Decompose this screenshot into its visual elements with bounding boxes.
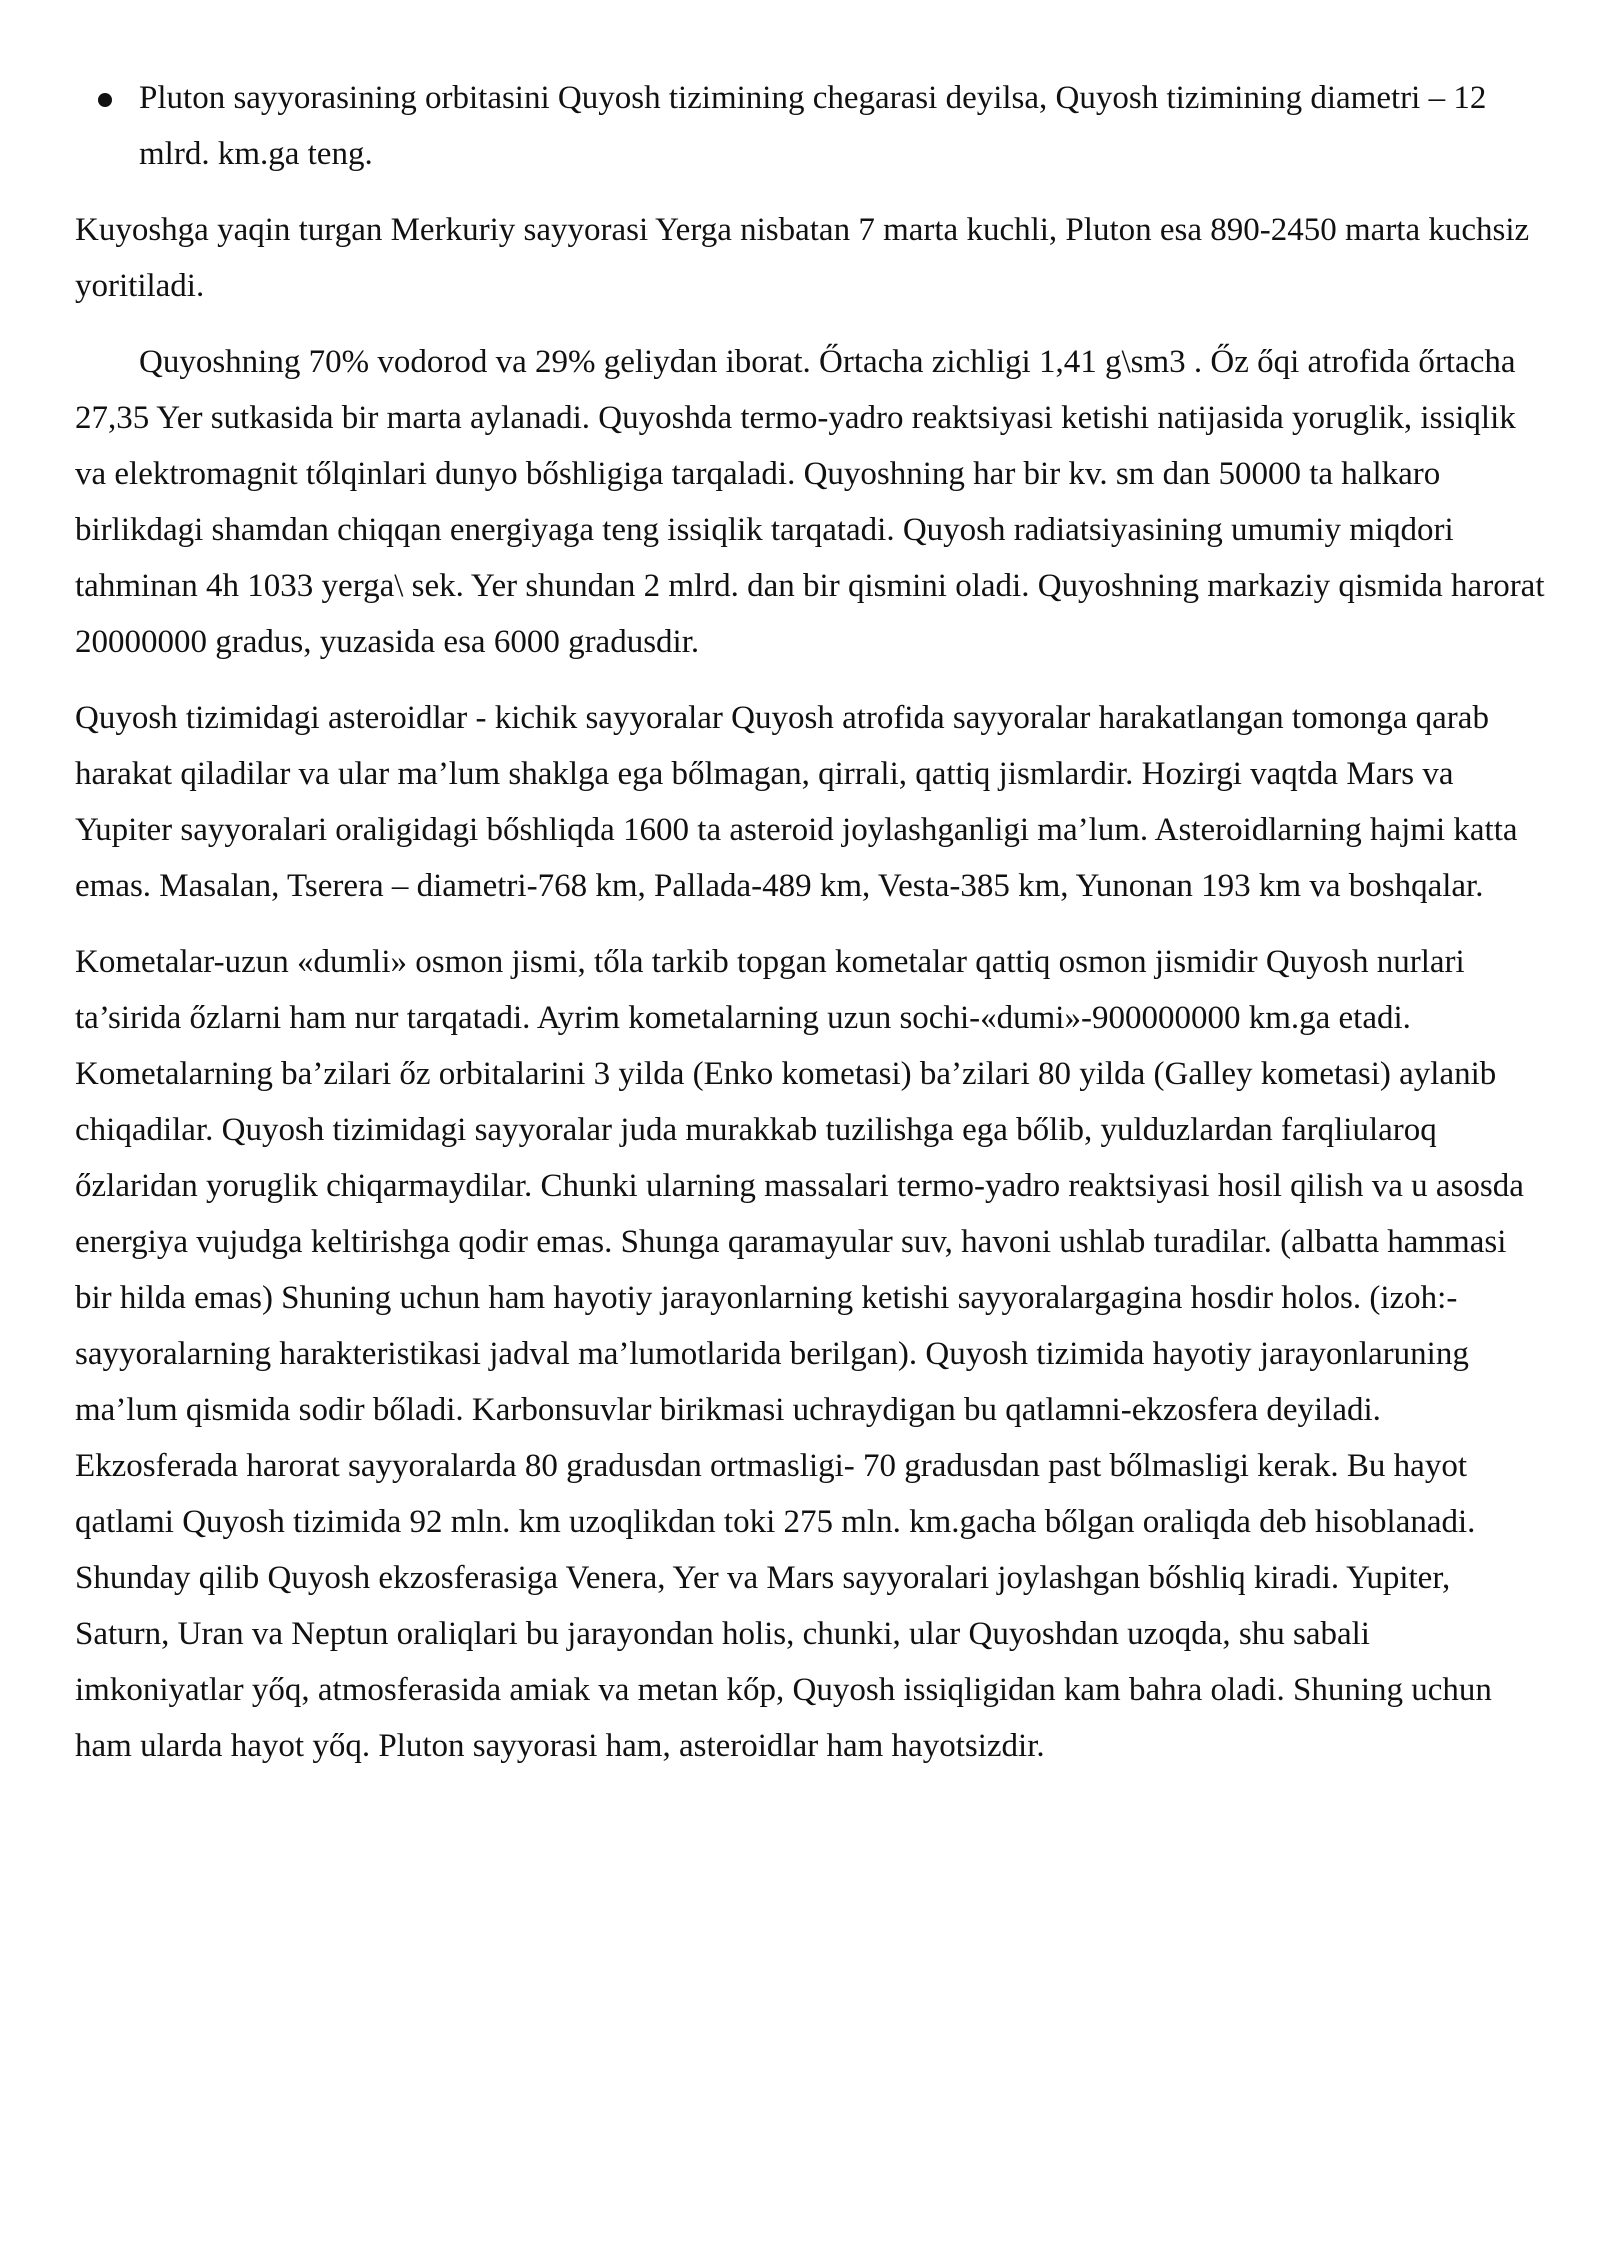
paragraph-asteroidlar: Quyosh tizimidagi asteroidlar - kichik sayyoralar Quyosh atrofida sayyoralar harakatlangan tomonga qarab harakat qiladilar va ular ma’lum shaklga ega bőlmagan, qirrali, qattiq jismlardir. Hozirgi vaqtda Mars va Yupiter sayyoralari oraligidagi bőshliqda 1600 ta asteroid joylashganligi ma’lum. Asteroidlarning hajmi katta emas. Masalan, Tserera – diametri-768 km, Pallada-489 km, Vesta-385 km, Yunonan 193 km va boshqalar. — [75, 700, 1518, 904]
paragraph-merkuriy-pluton: Kuyoshga yaqin turgan Merkuriy sayyorasi Yerga nisbatan 7 marta kuchli, Pluton esa 890-2450 marta kuchsiz yoritiladi. — [75, 212, 1530, 304]
document-page — [75, 70, 1545, 1794]
bullet-list — [75, 70, 1545, 182]
bullet-item-text: Pluton sayyorasining orbitasini Quyosh tizimining chegarasi deyilsa, Quyosh tizimining diametri – 12 mlrd. km.ga teng. — [139, 80, 1487, 172]
paragraph-quyosh-tarkibi: Quyoshning 70% vodorod va 29% geliydan iborat. Őrtacha zichligi 1,41 g\sm3 . Őz őqi atrofida őrtacha 27,35 Yer sutkasida bir marta aylanadi. Quyoshda termo-yadro reaktsiyasi ketishi natijasida yoruglik, issiqlik va elektromagnit tőlqinlari dunyo bőshligiga tarqaladi. Quyoshning har bir kv. sm dan 50000 ta halkaro birlikdagi shamdan chiqqan energiyaga teng issiqlik tarqatadi. Quyosh radiatsiyasining umumiy miqdori tahminan 4h 1033 yerga\ sek. Yer shundan 2 mlrd. dan bir qismini oladi. Quyoshning markaziy qismida harorat 20000000 gradus, yuzasida esa 6000 gradusdir. — [75, 344, 1545, 660]
bullet-item-pluton-orbit — [75, 70, 1545, 182]
bullet-dot-icon — [98, 93, 112, 107]
paragraph-kometalar: Kometalar-uzun «dumli» osmon jismi, tőla tarkib topgan kometalar qattiq osmon jismidir Quyosh nurlari ta’sirida őzlarni ham nur tarqatadi. Ayrim kometalarning uzun sochi-«dumi»-900000000 km.ga etadi. Kometalarning ba’zilari őz orbitalarini 3 yilda (Enko kometasi) ba’zilari 80 yilda (Galley kometasi) aylanib chiqadilar. Quyosh tizimidagi sayyoralar juda murakkab tuzilishga ega bőlib, yulduzlardan farqliularoq őzlaridan yoruglik chiqarmaydilar. Chunki ularning massalari termo-yadro reaktsiyasi hosil qilish va u asosda energiya vujudga keltirishga qodir emas. Shunga qaramayular suv, havoni ushlab turadilar. (albatta hammasi bir hilda emas) Shuning uchun ham hayotiy jarayonlarning ketishi sayyoralargagina hosdir holos. (izoh:- sayyoralarning harakteristikasi jadval ma’lumotlarida berilgan). Quyosh tizimida hayotiy jarayonlaruning ma’lum qismida sodir bőladi. Karbonsuvlar birikmasi uchraydigan bu qatlamni-ekzosfera deyiladi. Ekzosferada harorat sayyoralarda 80 gradusdan ortmasligi- 70 gradusdan past bőlmasligi kerak. Bu hayot qatlami Quyosh tizimida 92 mln. km uzoqlikdan toki 275 mln. km.gacha bőlgan oraliqda deb hisoblanadi. Shunday qilib Quyosh ekzosferasiga Venera, Yer va Mars sayyoralari joylashgan bőshliq kiradi. Yupiter, Saturn, Uran va Neptun oraliqlari bu jarayondan holis, chunki, ular Quyoshdan uzoqda, shu sabali imkoniyatlar yőq, atmosferasida amiak va metan kőp, Quyosh issiqligidan kam bahra oladi. Shuning uchun ham ularda hayot yőq. Pluton sayyorasi ham, asteroidlar ham hayotsizdir. — [75, 944, 1524, 1764]
